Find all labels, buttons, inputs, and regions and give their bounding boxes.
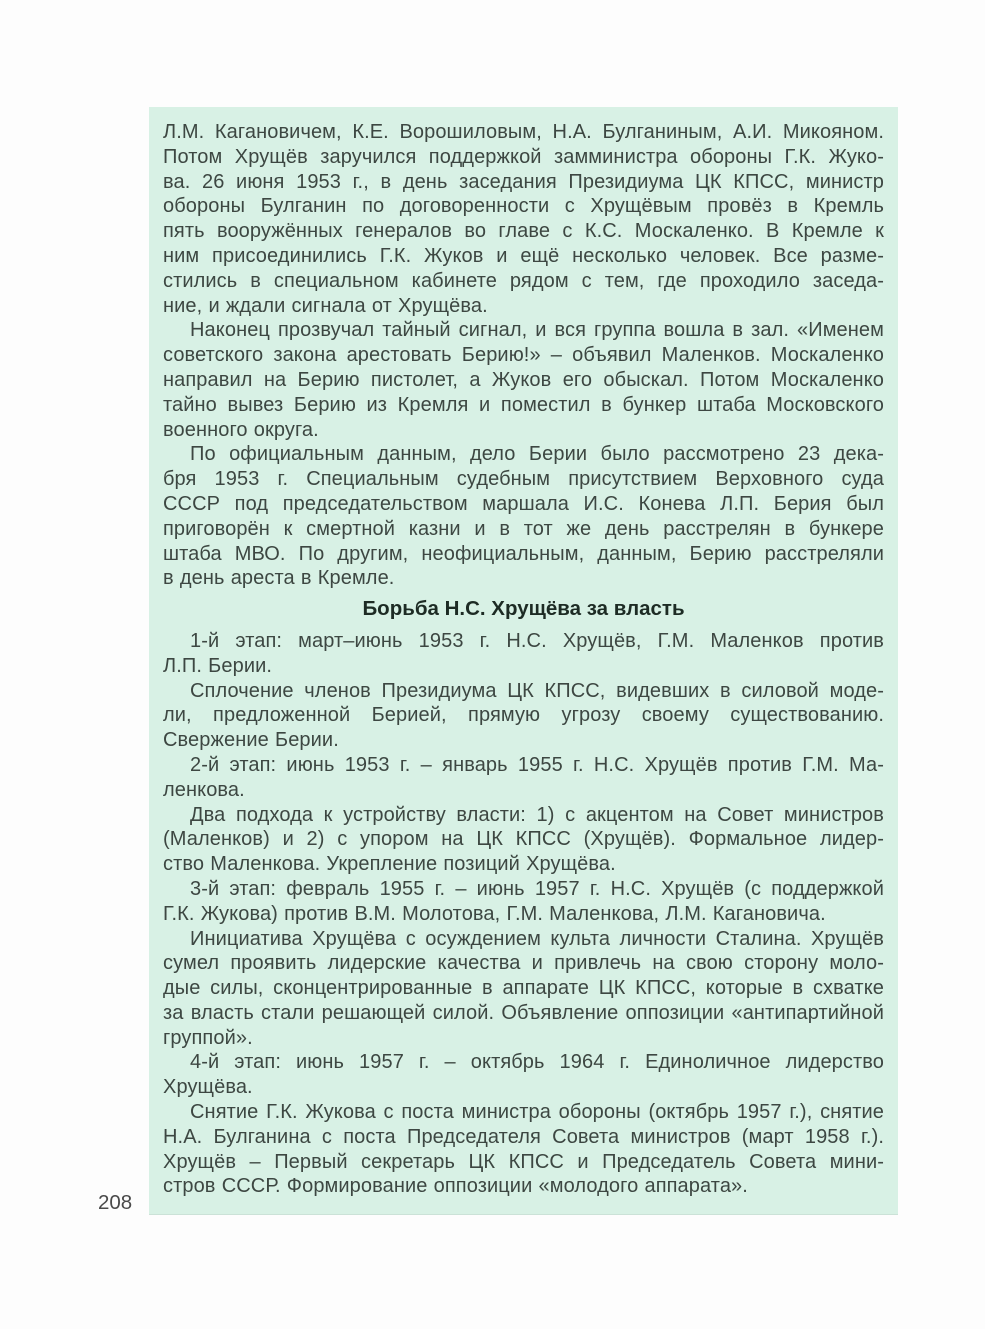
text-line: стров СССР. Формирование оппозиции «молодого аппарата».	[163, 1175, 748, 1198]
text-line: Сплочение членов Президиума ЦК КПСС, видевших в силовой моде-	[190, 679, 884, 702]
paragraph	[163, 679, 884, 753]
text-line: за власть стали решающей силой. Объявление оппозиции «антипартийной	[163, 1001, 884, 1024]
text-line: 1-й этап: март–июнь 1953 г. Н.С. Хрущёв, Г.М. Маленков против	[190, 629, 884, 652]
content-panel	[149, 107, 898, 1215]
paragraph	[163, 1100, 884, 1199]
section-heading: Борьба Н.С. Хрущёва за власть	[362, 597, 685, 621]
paragraph	[163, 1050, 884, 1100]
text-line: Потом Хрущёв заручился поддержкой замминистра обороны Г.К. Жуко-	[163, 145, 884, 168]
text-line: военного округа.	[163, 418, 319, 441]
text-line: Л.П. Берии.	[163, 654, 273, 677]
text-line: стились в специальном кабинете рядом с тем, где проходило заседа-	[163, 269, 884, 292]
paragraph	[163, 442, 884, 591]
text-line: Н.А. Булганина с поста Председателя Совета министров (март 1958 г.).	[163, 1125, 884, 1148]
paragraph	[163, 753, 884, 803]
text-line: ленкова.	[163, 778, 245, 801]
text-line: ли, предложенной Берией, прямую угрозу своему существованию.	[163, 704, 884, 727]
text-line: 4-й этап: июнь 1957 г. – октябрь 1964 г. Единоличное лидерство	[190, 1051, 884, 1074]
text-line: ние, и ждали сигнала от Хрущёва.	[163, 294, 488, 317]
paragraph	[163, 877, 884, 927]
text-line: Свержение Берии.	[163, 729, 339, 752]
text-line: Хрущёв – Первый секретарь ЦК КПСС и Председатель Совета мини-	[163, 1150, 884, 1173]
text-line: сумел проявить лидерские качества и привлечь на свою сторону моло-	[163, 952, 884, 975]
text-line: 3-й этап: февраль 1955 г. – июнь 1957 г. Н.С. Хрущёв (с поддержкой	[190, 877, 884, 900]
paragraph	[163, 318, 884, 442]
text-line: тайно вывез Берию из Кремля и поместил в бункер штаба Московского	[163, 393, 884, 416]
text-line: группой».	[163, 1026, 253, 1049]
text-line: Хрущёва.	[163, 1076, 253, 1099]
paragraph	[163, 927, 884, 1051]
paragraph	[163, 120, 884, 318]
text-line: ва. 26 июня 1953 г., в день заседания Президиума ЦК КПСС, министр	[163, 170, 884, 193]
text-line: дые силы, сконцентрированные в аппарате ЦК КПСС, которые в схватке	[163, 977, 884, 1000]
text-line: направил на Берию пистолет, а Жуков его обыскал. Потом Москаленко	[163, 368, 884, 391]
text-line: приговорён к смертной казни и в тот же день расстрелян в бункере	[163, 517, 884, 540]
page-number: 208	[98, 1191, 133, 1214]
text-line: По официальным данным, дело Берии было рассмотрено 23 дека-	[190, 443, 884, 466]
text-line: (Маленков) и 2) с упором на ЦК КПСС (Хрущёв). Формальное лидер-	[163, 828, 884, 851]
text-line: Снятие Г.К. Жукова с поста министра обороны (октябрь 1957 г.), снятие	[190, 1101, 884, 1124]
text-line: пять вооружённых генералов во главе с К.С. Москаленко. В Кремле к	[163, 220, 884, 243]
text-line: советского закона арестовать Берию!» – объявил Маленков. Москаленко	[163, 344, 884, 367]
text-line: в день ареста в Кремле.	[163, 567, 395, 590]
text-line: Два подхода к устройству власти: 1) с акцентом на Совет министров	[190, 803, 884, 826]
paragraph	[163, 629, 884, 679]
text-line: СССР под председательством маршала И.С. Конева Л.П. Берия был	[163, 492, 884, 515]
text-line: штаба МВО. По другим, неофициальным, данным, Берию расстреляли	[163, 542, 884, 565]
text-line: Инициатива Хрущёва с осуждением культа личности Сталина. Хрущёв	[190, 927, 884, 950]
text-line: бря 1953 г. Специальным судебным присутствием Верховного суда	[163, 468, 884, 491]
text-line: ним присоединились Г.К. Жуков и ещё несколько человек. Все разме-	[163, 244, 884, 267]
text-line: Наконец прозвучал тайный сигнал, и вся группа вошла в зал. «Именем	[190, 319, 884, 342]
text-line: Г.К. Жукова) против В.М. Молотова, Г.М. Маленкова, Л.М. Кагановича.	[163, 902, 826, 925]
text-line: 2-й этап: июнь 1953 г. – январь 1955 г. Н.С. Хрущёв против Г.М. Ма-	[190, 753, 884, 776]
text-line: ство Маленкова. Укрепление позиций Хрущёва.	[163, 853, 616, 876]
text-line: Л.М. Кагановичем, К.Е. Ворошиловым, Н.А. Булганиным, А.И. Микояном.	[163, 121, 884, 143]
text-line: обороны Булганин по договоренности с Хрущёвым провёз в Кремль	[163, 195, 884, 218]
paragraph	[163, 803, 884, 877]
